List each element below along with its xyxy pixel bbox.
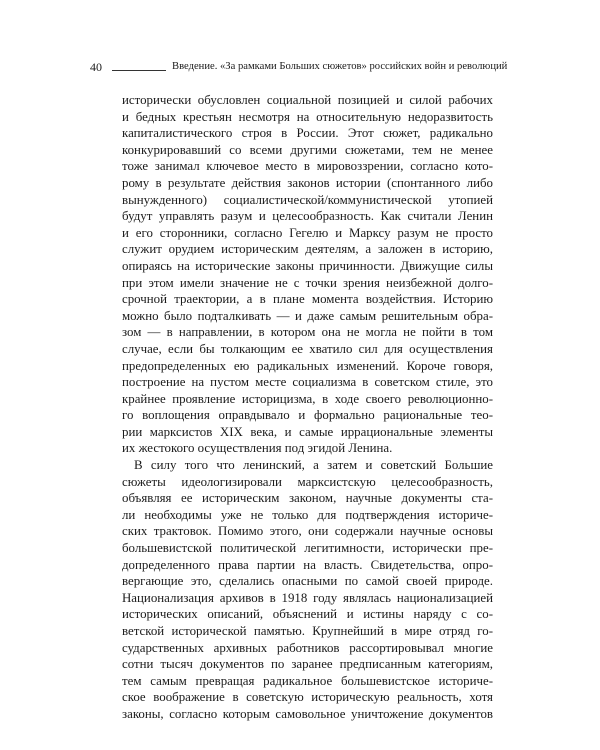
text-line: можно было подталкивать — и даже самым решительным обра- (122, 308, 493, 323)
text-line: сотни тысяч документов по заранее предписанным категориям, (122, 657, 493, 672)
header-rule (112, 70, 166, 71)
text-line: крайнее проявление историцизма, в ходе своего революционно- (122, 391, 493, 406)
text-line: ских трактовок. Помимо этого, они содержали научные основы (122, 524, 493, 539)
text-line: сюжеты идеологизировали марксистскую целесообразность, (122, 474, 493, 489)
text-line: опираясь на исторические законы причинности. Движущие силы (122, 258, 493, 273)
text-line: ли необходимы уже не только для подтверждения историче- (122, 507, 493, 522)
text-line: Национализация архивов в 1918 году являлась национализацией (122, 590, 493, 605)
text-line: рому в результате действия законов истории (спонтанного либо (122, 175, 493, 190)
text-line: построение на пустом месте социализма в советском стиле, это (122, 375, 493, 390)
text-line: предопределенных ею радикальных изменений. Короче говоря, (122, 358, 493, 373)
text-line: тоже занимал ключевое место в мировоззрении, согласно кото- (122, 159, 493, 174)
text-line: вынужденного) социалистической/коммунистической утопией (122, 192, 493, 207)
text-line: и его сторонники, согласно Гегелю и Марксу разум не просто (122, 225, 493, 240)
text-line: капиталистического строя в России. Этот сюжет, радикально (122, 126, 493, 141)
text-line: исторически обусловлен социальной позицией и силой рабочих (122, 93, 493, 107)
text-line: срочной траектории, а в плане момента воздействия. Историю (122, 292, 493, 307)
text-line: их жестокого осуществления под эгидой Ленина. (122, 441, 393, 456)
text-line: го воплощения оправдывало и формально рациональные тео- (122, 408, 493, 423)
running-header (90, 60, 508, 74)
text-line: объявляя ее историческим законом, научные документы ста- (122, 491, 493, 506)
text-line: исторических описаний, объяснений и истины наряду с со- (122, 607, 493, 622)
body-text (122, 92, 493, 723)
text-line: допределенного права партии на власть. Свидетельства, опро- (122, 557, 493, 572)
text-line: сударственных архивных работников рассортировывал многие (122, 640, 493, 655)
text-line: ветской исторической памятью. Крупнейший в мире отряд го- (122, 624, 493, 638)
text-line: и бедных крестьян несмотря на относительную недоразвитость (122, 109, 493, 124)
text-line: будут управлять разум и целесообразность. Как считали Ленин (122, 209, 493, 224)
text-line: ское воображение в советскую историческую реальность, хотя (122, 690, 493, 705)
text-line: конкурировавший со всеми другими сюжетами, тем не менее (122, 142, 493, 157)
text-line: В силу того что ленинский, а затем и советский Большие (134, 458, 493, 473)
text-line: тем самым превращая радикальное большевистское историче- (122, 673, 493, 688)
text-line: служит орудием историческим деятелям, а заложен в историю, (122, 242, 493, 257)
text-line: вергающие это, сделались опасными по самой своей природе. (122, 574, 493, 589)
running-head-title: Введение. «За рамками Больших сюжетов» российских войн и революций (172, 61, 508, 72)
text-line: случае, если бы толкающим ее хватило сил для осуществления (122, 341, 493, 356)
text-line: законы, согласно которым самовольное уничтожение документов (122, 706, 493, 721)
text-line: большевистской политической легитимности, исторически пре- (122, 541, 493, 556)
text-line: при этом имели значение не с точки зрения неизбежной долго- (122, 275, 493, 290)
text-line: зом — в направлении, в котором она не могла не пойти в том (122, 325, 493, 340)
page-number: 40 (90, 60, 102, 74)
text-line: рии марксистов XIX века, и самые иррациональные элементы (122, 424, 493, 439)
